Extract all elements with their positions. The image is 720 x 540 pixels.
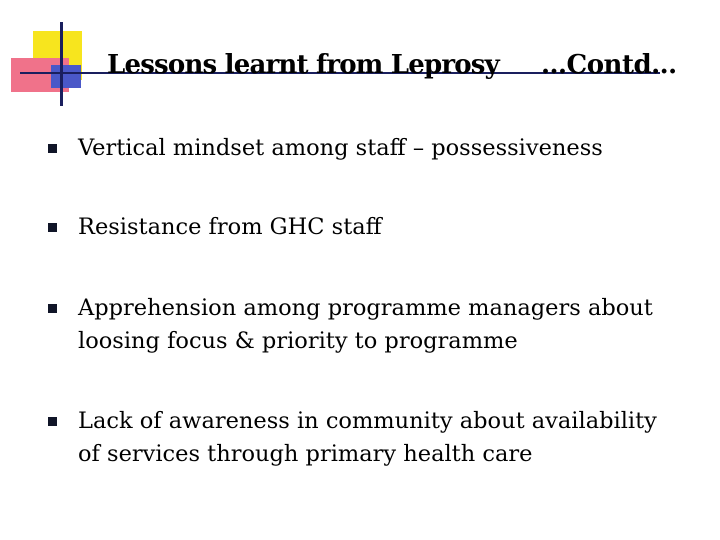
square-bullet-icon (48, 144, 57, 153)
square-bullet-icon (48, 417, 57, 426)
square-bullet-icon (48, 304, 57, 313)
bullet-text: Lack of awareness in community about availability of services through primary health care (78, 408, 657, 467)
slide-title-suffix: …Contd… (541, 50, 677, 80)
bullet-text: Resistance from GHC staff (78, 214, 382, 240)
bullet-text: Apprehension among programme managers about loosing focus & priority to programme (78, 295, 653, 354)
slide-title: Lessons learnt from Leprosy (107, 50, 499, 80)
bullet-text: Vertical mindset among staff – possessiveness (78, 135, 603, 161)
decor-blue-square (51, 65, 81, 88)
decor-vertical-line (60, 22, 63, 106)
square-bullet-icon (48, 223, 57, 232)
